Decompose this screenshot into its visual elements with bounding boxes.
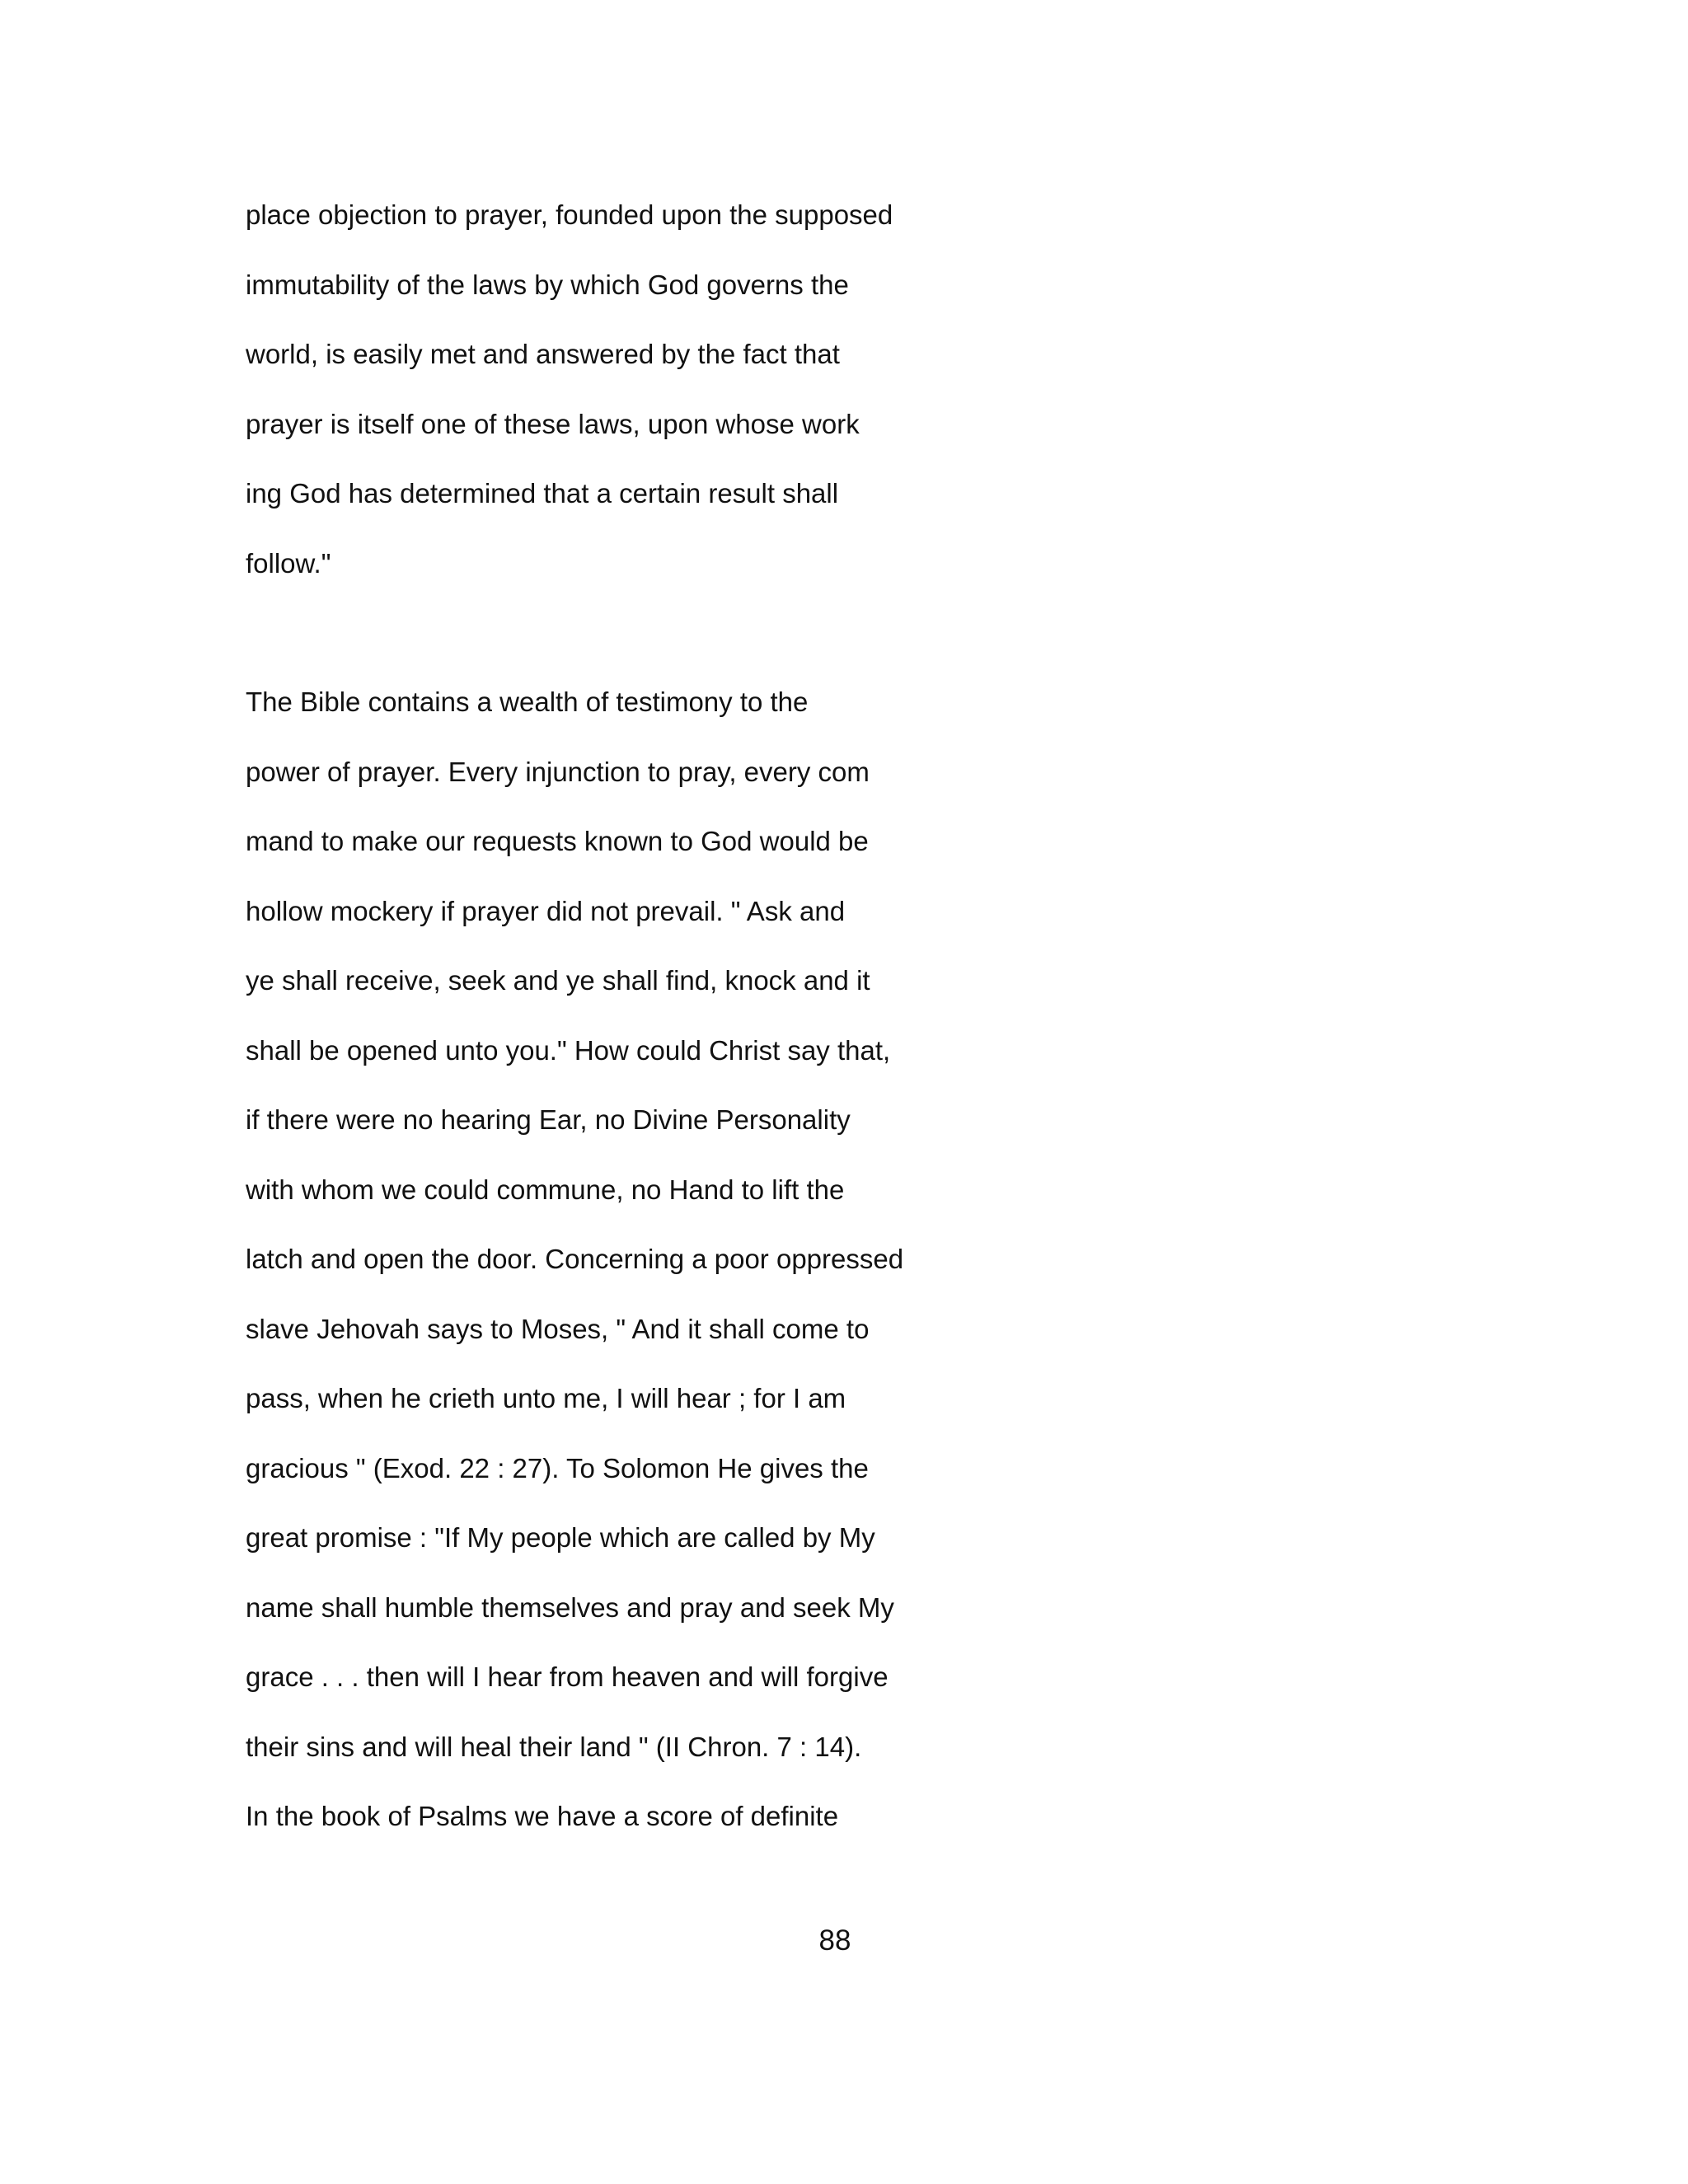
paragraph-2 (246, 668, 1169, 1852)
paragraph-1 (246, 180, 1169, 598)
text-line: ing God has determined that a certain result shall (246, 478, 839, 509)
text-line: their sins and will heal their land " (II Chron. 7 : 14). (246, 1731, 862, 1762)
text-line: with whom we could commune, no Hand to lift the (246, 1174, 845, 1205)
text-line: In the book of Psalms we have a score of definite (246, 1801, 839, 1831)
text-line: great promise : "If My people which are called by My (246, 1522, 875, 1553)
text-line: ye shall receive, seek and ye shall find, knock and it (246, 965, 870, 996)
text-line: power of prayer. Every injunction to pray, every com (246, 756, 870, 787)
text-line: slave Jehovah says to Moses, " And it shall come to (246, 1313, 870, 1344)
text-line: follow." (246, 547, 331, 579)
text-line: gracious " (Exod. 22 : 27). To Solomon He gives the (246, 1452, 869, 1483)
text-line: name shall humble themselves and pray and seek My (246, 1591, 894, 1623)
text-line: world, is easily met and answered by the fact that (246, 339, 840, 369)
text-line: if there were no hearing Ear, no Divine Personality (246, 1104, 851, 1135)
page-number: 88 (818, 1924, 851, 1957)
text-line: hollow mockery if prayer did not prevail. " Ask and (246, 895, 846, 926)
text-line: mand to make our requests known to God would be (246, 826, 869, 856)
text-line: The Bible contains a wealth of testimony to the (246, 687, 809, 717)
text-line: place objection to prayer, founded upon the supposed (246, 199, 893, 230)
text-line: shall be opened unto you." How could Christ say that, (246, 1034, 891, 1066)
text-line: grace . . . then will I hear from heaven and will forgive (246, 1661, 889, 1692)
text-line: pass, when he crieth unto me, I will hear ; for I am (246, 1383, 846, 1413)
text-line: prayer is itself one of these laws, upon whose work (246, 408, 860, 439)
text-line: immutability of the laws by which God governs the (246, 269, 849, 300)
text-line: latch and open the door. Concerning a poor oppressed (246, 1244, 904, 1274)
